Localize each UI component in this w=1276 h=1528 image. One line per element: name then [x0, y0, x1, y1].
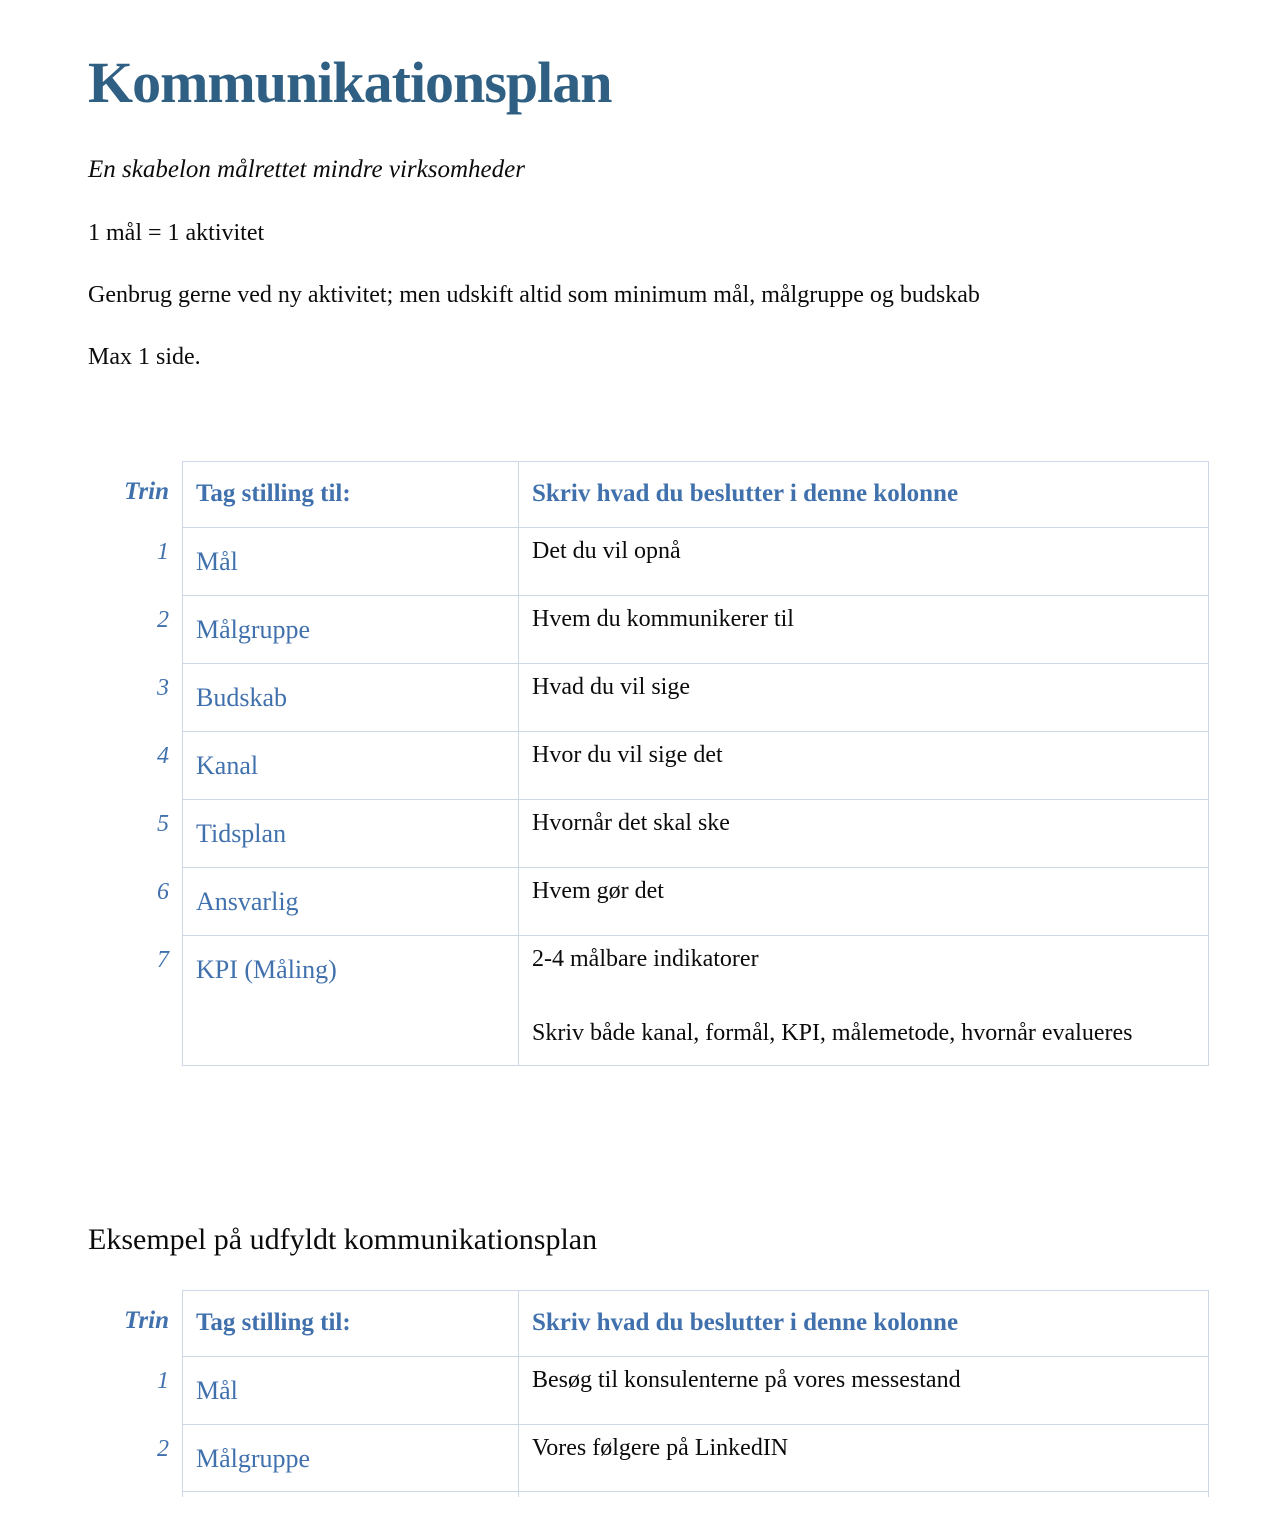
description-paragraph: 2-4 målbare indikatorer [532, 946, 759, 972]
table-row [88, 1424, 1213, 1492]
column-header-desc: Skriv hvad du beslutter i denne kolonne [518, 461, 1209, 527]
description-paragraph: Hvor du vil sige det [532, 742, 723, 768]
description-paragraph: Hvem du kommunikerer til [532, 606, 794, 632]
row-description [518, 663, 1209, 731]
row-label: KPI (Måling) [182, 935, 518, 1066]
column-header-desc: Skriv hvad du beslutter i denne kolonne [518, 1290, 1209, 1356]
row-description [518, 799, 1209, 867]
row-label: Målgruppe [182, 595, 518, 663]
row-description [518, 595, 1209, 663]
row-description [518, 867, 1209, 935]
row-description [518, 527, 1209, 595]
row-description [518, 1356, 1209, 1424]
row-number: 1 [88, 527, 182, 595]
body-paragraph: Max 1 side. [88, 344, 201, 370]
description-paragraph: Hvad du vil sige [532, 674, 690, 700]
row-description [518, 935, 1209, 1066]
row-description [518, 731, 1209, 799]
table-header-row [88, 1290, 1213, 1356]
row-number: 7 [88, 935, 182, 1066]
document-subtitle: En skabelon målrettet mindre virksomheder [88, 156, 525, 183]
column-header-label: Tag stilling til: [182, 461, 518, 527]
description-paragraph: Besøg til konsulenterne på vores messestand [532, 1367, 961, 1393]
row-label: Budskab [182, 663, 518, 731]
row-number [88, 1492, 182, 1497]
table-row [88, 731, 1213, 799]
table-row [88, 527, 1213, 595]
table-row [88, 595, 1213, 663]
example-section-heading: Eksempel på udfyldt kommunikationsplan [88, 1223, 598, 1256]
description-paragraph: Vores følgere på LinkedIN [532, 1435, 789, 1461]
row-number: 3 [88, 663, 182, 731]
table-row [88, 867, 1213, 935]
table-row [88, 1356, 1213, 1424]
table-row [88, 799, 1213, 867]
table-corner-label: Trin [88, 1290, 182, 1356]
description-paragraph: Hvornår det skal ske [532, 810, 730, 836]
row-number: 1 [88, 1356, 182, 1424]
table-row [88, 663, 1213, 731]
example-table-rows [88, 1290, 1213, 1492]
table-row [88, 935, 1213, 1066]
example-table [88, 1290, 1213, 1497]
template-table [88, 461, 1213, 1066]
row-description [518, 1492, 1209, 1497]
template-table-rows [88, 461, 1213, 1066]
row-label: Kanal [182, 731, 518, 799]
table-corner-label: Trin [88, 461, 182, 527]
page-title: Kommunikationsplan [88, 50, 612, 115]
row-label [182, 1492, 518, 1497]
row-description [518, 1424, 1209, 1492]
row-label: Mål [182, 527, 518, 595]
row-label: Ansvarlig [182, 867, 518, 935]
row-number: 2 [88, 595, 182, 663]
table-row-partial [88, 1492, 1213, 1497]
row-label: Målgruppe [182, 1424, 518, 1492]
description-paragraph: Det du vil opnå [532, 538, 681, 564]
row-number: 4 [88, 731, 182, 799]
description-paragraph: Skriv både kanal, formål, KPI, målemetode, hvornår evalueres [532, 1020, 1133, 1046]
row-label: Mål [182, 1356, 518, 1424]
body-paragraph: 1 mål = 1 aktivitet [88, 220, 265, 246]
row-number: 5 [88, 799, 182, 867]
column-header-label: Tag stilling til: [182, 1290, 518, 1356]
row-label: Tidsplan [182, 799, 518, 867]
row-number: 2 [88, 1424, 182, 1492]
table-header-row [88, 461, 1213, 527]
row-number: 6 [88, 867, 182, 935]
description-paragraph: Hvem gør det [532, 878, 664, 904]
body-paragraph: Genbrug gerne ved ny aktivitet; men udskift altid som minimum mål, målgruppe og budskab [88, 282, 980, 308]
